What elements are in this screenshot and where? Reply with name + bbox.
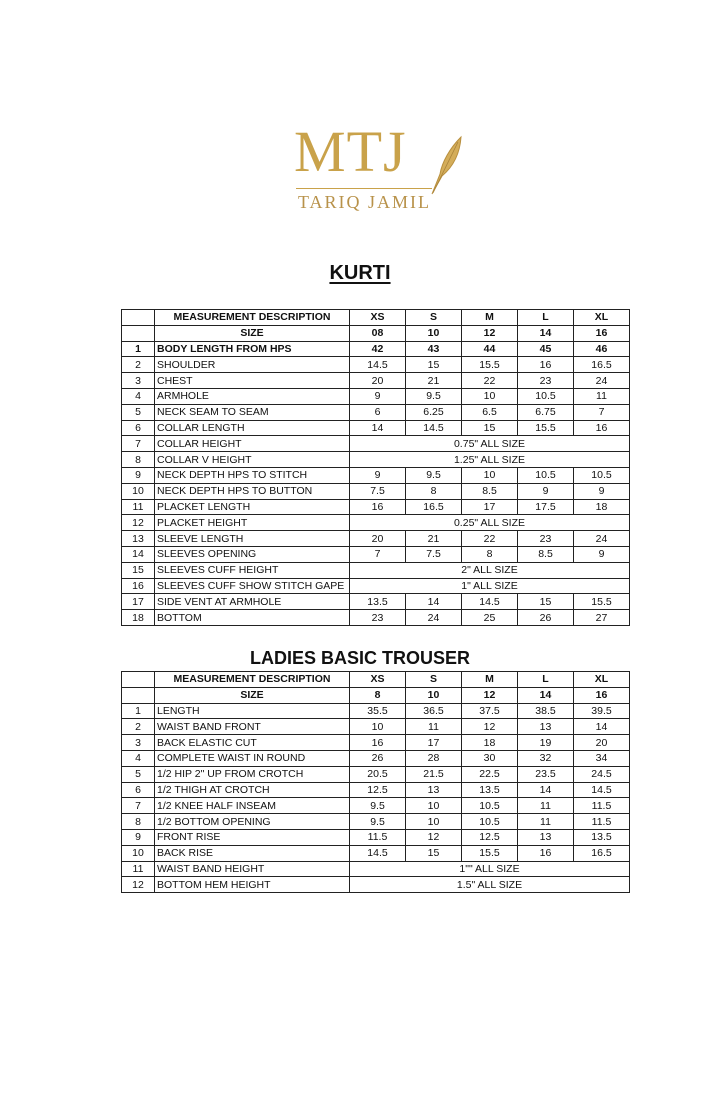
row-description: FRONT RISE: [155, 829, 350, 845]
measurement-value: 14.5: [406, 420, 462, 436]
brand-name: MTJ: [294, 119, 407, 184]
measurement-value: 13.5: [462, 782, 518, 798]
row-description: CHEST: [155, 373, 350, 389]
measurement-value: 10: [462, 467, 518, 483]
measurement-value: 21.5: [406, 766, 462, 782]
row-number: 16: [122, 578, 155, 594]
row-description: 1/2 THIGH AT CROTCH: [155, 782, 350, 798]
measurement-value: 8: [406, 483, 462, 499]
row-number: 8: [122, 452, 155, 468]
measurement-value: 26: [518, 610, 574, 626]
measurement-value: 20: [350, 531, 406, 547]
measurement-value: 11: [518, 814, 574, 830]
measurement-value: 21: [406, 373, 462, 389]
row-number: 2: [122, 719, 155, 735]
table-row: [122, 357, 630, 373]
measurement-value: 7.5: [350, 483, 406, 499]
size-value: 12: [462, 325, 518, 341]
size-value: 10: [406, 687, 462, 703]
measurement-value: 14.5: [462, 594, 518, 610]
measurement-value: 15: [518, 594, 574, 610]
size-value: 14: [518, 687, 574, 703]
measurement-value: 15.5: [518, 420, 574, 436]
header-description: MEASUREMENT DESCRIPTION: [155, 310, 350, 326]
row-description: BOTTOM: [155, 610, 350, 626]
row-number: 10: [122, 845, 155, 861]
table-row: [122, 420, 630, 436]
size-header-m: M: [462, 310, 518, 326]
table-row: [122, 814, 630, 830]
measurement-value: 12: [462, 719, 518, 735]
table-row: [122, 436, 630, 452]
all-size-value: 1.5" ALL SIZE: [350, 877, 630, 893]
measurement-value: 9: [350, 388, 406, 404]
size-label: SIZE: [155, 687, 350, 703]
measurement-value: 16.5: [406, 499, 462, 515]
row-description: PLACKET HEIGHT: [155, 515, 350, 531]
row-description: COLLAR V HEIGHT: [155, 452, 350, 468]
brand-logo: [290, 119, 470, 214]
table-row: [122, 546, 630, 562]
header-row: [122, 310, 630, 326]
table-row: [122, 719, 630, 735]
size-header-m: M: [462, 672, 518, 688]
row-description: NECK SEAM TO SEAM: [155, 404, 350, 420]
measurement-value: 16: [574, 420, 630, 436]
row-number: 8: [122, 814, 155, 830]
row-number: 11: [122, 499, 155, 515]
measurement-value: 14: [350, 420, 406, 436]
table-row: [122, 531, 630, 547]
measurement-value: 10: [350, 719, 406, 735]
measurement-value: 16: [518, 845, 574, 861]
measurement-value: 45: [518, 341, 574, 357]
measurement-value: 37.5: [462, 703, 518, 719]
measurement-value: 43: [406, 341, 462, 357]
measurement-value: 7.5: [406, 546, 462, 562]
row-description: COLLAR HEIGHT: [155, 436, 350, 452]
table-row: [122, 766, 630, 782]
measurement-value: 6.5: [462, 404, 518, 420]
row-number: 15: [122, 562, 155, 578]
measurement-value: 11.5: [574, 798, 630, 814]
table-row: [122, 483, 630, 499]
measurement-value: 18: [574, 499, 630, 515]
measurement-value: 9: [350, 467, 406, 483]
row-description: SLEEVE LENGTH: [155, 531, 350, 547]
measurement-value: 21: [406, 531, 462, 547]
measurement-value: 18: [462, 735, 518, 751]
size-value: 16: [574, 687, 630, 703]
measurement-value: 11: [406, 719, 462, 735]
table-row: [122, 703, 630, 719]
row-description: ARMHOLE: [155, 388, 350, 404]
size-header-xl: XL: [574, 310, 630, 326]
row-description: SIDE VENT AT ARMHOLE: [155, 594, 350, 610]
measurement-value: 15: [406, 357, 462, 373]
measurement-value: 8.5: [462, 483, 518, 499]
kurti-size-chart: [121, 309, 630, 626]
row-number: 12: [122, 877, 155, 893]
kurti-title: KURTI: [329, 262, 391, 284]
row-number: 1: [122, 341, 155, 357]
row-description: SHOULDER: [155, 357, 350, 373]
table-row: [122, 845, 630, 861]
measurement-value: 14: [406, 594, 462, 610]
row-description: PLACKET LENGTH: [155, 499, 350, 515]
measurement-value: 10: [406, 798, 462, 814]
measurement-value: 27: [574, 610, 630, 626]
measurement-value: 19: [518, 735, 574, 751]
size-value: 14: [518, 325, 574, 341]
table-row: [122, 499, 630, 515]
measurement-value: 10: [406, 814, 462, 830]
measurement-value: 24: [574, 531, 630, 547]
measurement-value: 6.75: [518, 404, 574, 420]
header-num-cell: [122, 310, 155, 326]
measurement-value: 13.5: [350, 594, 406, 610]
row-number: 12: [122, 515, 155, 531]
row-description: WAIST BAND HEIGHT: [155, 861, 350, 877]
table-row: [122, 829, 630, 845]
table-row: [122, 373, 630, 389]
table-row: [122, 515, 630, 531]
row-number: 9: [122, 467, 155, 483]
measurement-value: 14.5: [350, 845, 406, 861]
brand-subtitle: TARIQ JAMIL: [298, 192, 432, 212]
table-row: [122, 798, 630, 814]
header-num-cell: [122, 672, 155, 688]
measurement-value: 17.5: [518, 499, 574, 515]
measurement-value: 14: [574, 719, 630, 735]
size-value: 08: [350, 325, 406, 341]
measurement-value: 14.5: [350, 357, 406, 373]
row-number: 4: [122, 750, 155, 766]
size-row: [122, 325, 630, 341]
measurement-value: 9.5: [350, 798, 406, 814]
measurement-value: 16: [350, 735, 406, 751]
row-description: NECK DEPTH HPS TO STITCH: [155, 467, 350, 483]
row-number: 6: [122, 420, 155, 436]
measurement-value: 20: [574, 735, 630, 751]
row-description: SLEEVES CUFF SHOW STITCH GAPE: [155, 578, 350, 594]
row-number: 9: [122, 829, 155, 845]
row-description: 1/2 BOTTOM OPENING: [155, 814, 350, 830]
measurement-value: 13: [518, 829, 574, 845]
measurement-value: 11.5: [350, 829, 406, 845]
measurement-value: 10.5: [462, 814, 518, 830]
measurement-value: 11: [518, 798, 574, 814]
table-row: [122, 562, 630, 578]
size-row: [122, 687, 630, 703]
logo-divider: [296, 188, 432, 189]
all-size-value: 1"" ALL SIZE: [350, 861, 630, 877]
measurement-value: 13: [518, 719, 574, 735]
row-number: 11: [122, 861, 155, 877]
measurement-value: 22.5: [462, 766, 518, 782]
measurement-value: 32: [518, 750, 574, 766]
measurement-value: 46: [574, 341, 630, 357]
row-description: SLEEVES CUFF HEIGHT: [155, 562, 350, 578]
row-description: BACK RISE: [155, 845, 350, 861]
measurement-value: 23: [518, 373, 574, 389]
table-row: [122, 877, 630, 893]
measurement-value: 23.5: [518, 766, 574, 782]
row-description: BACK ELASTIC CUT: [155, 735, 350, 751]
all-size-value: 1" ALL SIZE: [350, 578, 630, 594]
row-description: COMPLETE WAIST IN ROUND: [155, 750, 350, 766]
measurement-value: 17: [462, 499, 518, 515]
trouser-title: LADIES BASIC TROUSER: [249, 648, 471, 668]
table-row: [122, 388, 630, 404]
table-row: [122, 467, 630, 483]
all-size-value: 2" ALL SIZE: [350, 562, 630, 578]
row-number: 13: [122, 531, 155, 547]
size-num-cell: [122, 687, 155, 703]
row-description: WAIST BAND FRONT: [155, 719, 350, 735]
measurement-value: 12: [406, 829, 462, 845]
quill-icon: [430, 134, 464, 196]
measurement-value: 28: [406, 750, 462, 766]
size-header-s: S: [406, 672, 462, 688]
row-number: 1: [122, 703, 155, 719]
measurement-value: 11.5: [574, 814, 630, 830]
measurement-value: 10.5: [462, 798, 518, 814]
trouser-size-chart: [121, 671, 630, 893]
measurement-value: 13: [406, 782, 462, 798]
size-header-xl: XL: [574, 672, 630, 688]
size-label: SIZE: [155, 325, 350, 341]
measurement-value: 8: [462, 546, 518, 562]
measurement-value: 10.5: [574, 467, 630, 483]
measurement-value: 22: [462, 531, 518, 547]
measurement-value: 6.25: [406, 404, 462, 420]
size-header-xs: XS: [350, 310, 406, 326]
measurement-value: 36.5: [406, 703, 462, 719]
table-row: [122, 341, 630, 357]
measurement-value: 24: [406, 610, 462, 626]
measurement-value: 15.5: [462, 357, 518, 373]
measurement-value: 20.5: [350, 766, 406, 782]
measurement-value: 9.5: [350, 814, 406, 830]
measurement-value: 24: [574, 373, 630, 389]
measurement-value: 24.5: [574, 766, 630, 782]
size-header-s: S: [406, 310, 462, 326]
measurement-value: 9: [518, 483, 574, 499]
measurement-value: 8.5: [518, 546, 574, 562]
row-number: 7: [122, 436, 155, 452]
row-number: 3: [122, 735, 155, 751]
row-number: 3: [122, 373, 155, 389]
measurement-value: 20: [350, 373, 406, 389]
measurement-value: 23: [350, 610, 406, 626]
measurement-value: 16.5: [574, 845, 630, 861]
size-num-cell: [122, 325, 155, 341]
size-value: 10: [406, 325, 462, 341]
all-size-value: 0.25" ALL SIZE: [350, 515, 630, 531]
measurement-value: 10.5: [518, 467, 574, 483]
header-description: MEASUREMENT DESCRIPTION: [155, 672, 350, 688]
measurement-value: 34: [574, 750, 630, 766]
measurement-value: 15.5: [574, 594, 630, 610]
measurement-value: 26: [350, 750, 406, 766]
all-size-value: 0.75" ALL SIZE: [350, 436, 630, 452]
row-number: 5: [122, 404, 155, 420]
row-description: BOTTOM HEM HEIGHT: [155, 877, 350, 893]
measurement-value: 23: [518, 531, 574, 547]
measurement-value: 16: [350, 499, 406, 515]
measurement-value: 6: [350, 404, 406, 420]
size-value: 12: [462, 687, 518, 703]
measurement-value: 10: [462, 388, 518, 404]
measurement-value: 9.5: [406, 467, 462, 483]
header-row: [122, 672, 630, 688]
row-number: 2: [122, 357, 155, 373]
size-header-xs: XS: [350, 672, 406, 688]
table-row: [122, 750, 630, 766]
measurement-value: 17: [406, 735, 462, 751]
measurement-value: 10.5: [518, 388, 574, 404]
measurement-value: 16.5: [574, 357, 630, 373]
row-description: NECK DEPTH HPS TO BUTTON: [155, 483, 350, 499]
row-number: 4: [122, 388, 155, 404]
all-size-value: 1.25" ALL SIZE: [350, 452, 630, 468]
size-value: 16: [574, 325, 630, 341]
measurement-value: 35.5: [350, 703, 406, 719]
table-row: [122, 578, 630, 594]
measurement-value: 13.5: [574, 829, 630, 845]
measurement-value: 30: [462, 750, 518, 766]
row-description: LENGTH: [155, 703, 350, 719]
measurement-value: 42: [350, 341, 406, 357]
measurement-value: 7: [350, 546, 406, 562]
table-row: [122, 594, 630, 610]
measurement-value: 44: [462, 341, 518, 357]
row-number: 18: [122, 610, 155, 626]
measurement-value: 38.5: [518, 703, 574, 719]
row-description: COLLAR LENGTH: [155, 420, 350, 436]
measurement-value: 12.5: [350, 782, 406, 798]
measurement-value: 11: [574, 388, 630, 404]
row-number: 17: [122, 594, 155, 610]
table-row: [122, 735, 630, 751]
row-description: SLEEVES OPENING: [155, 546, 350, 562]
measurement-value: 16: [518, 357, 574, 373]
measurement-value: 7: [574, 404, 630, 420]
size-value: 8: [350, 687, 406, 703]
row-description: 1/2 KNEE HALF INSEAM: [155, 798, 350, 814]
row-number: 14: [122, 546, 155, 562]
row-number: 10: [122, 483, 155, 499]
measurement-value: 22: [462, 373, 518, 389]
table-row: [122, 610, 630, 626]
row-number: 6: [122, 782, 155, 798]
table-row: [122, 861, 630, 877]
table-row: [122, 404, 630, 420]
measurement-value: 15: [406, 845, 462, 861]
table-row: [122, 782, 630, 798]
row-number: 5: [122, 766, 155, 782]
size-header-l: L: [518, 672, 574, 688]
row-description: 1/2 HIP 2" UP FROM CROTCH: [155, 766, 350, 782]
size-header-l: L: [518, 310, 574, 326]
row-description: BODY LENGTH FROM HPS: [155, 341, 350, 357]
table-row: [122, 452, 630, 468]
measurement-value: 9: [574, 546, 630, 562]
measurement-value: 14: [518, 782, 574, 798]
measurement-value: 25: [462, 610, 518, 626]
measurement-value: 39.5: [574, 703, 630, 719]
measurement-value: 9.5: [406, 388, 462, 404]
row-number: 7: [122, 798, 155, 814]
measurement-value: 15.5: [462, 845, 518, 861]
measurement-value: 14.5: [574, 782, 630, 798]
measurement-value: 15: [462, 420, 518, 436]
measurement-value: 9: [574, 483, 630, 499]
measurement-value: 12.5: [462, 829, 518, 845]
